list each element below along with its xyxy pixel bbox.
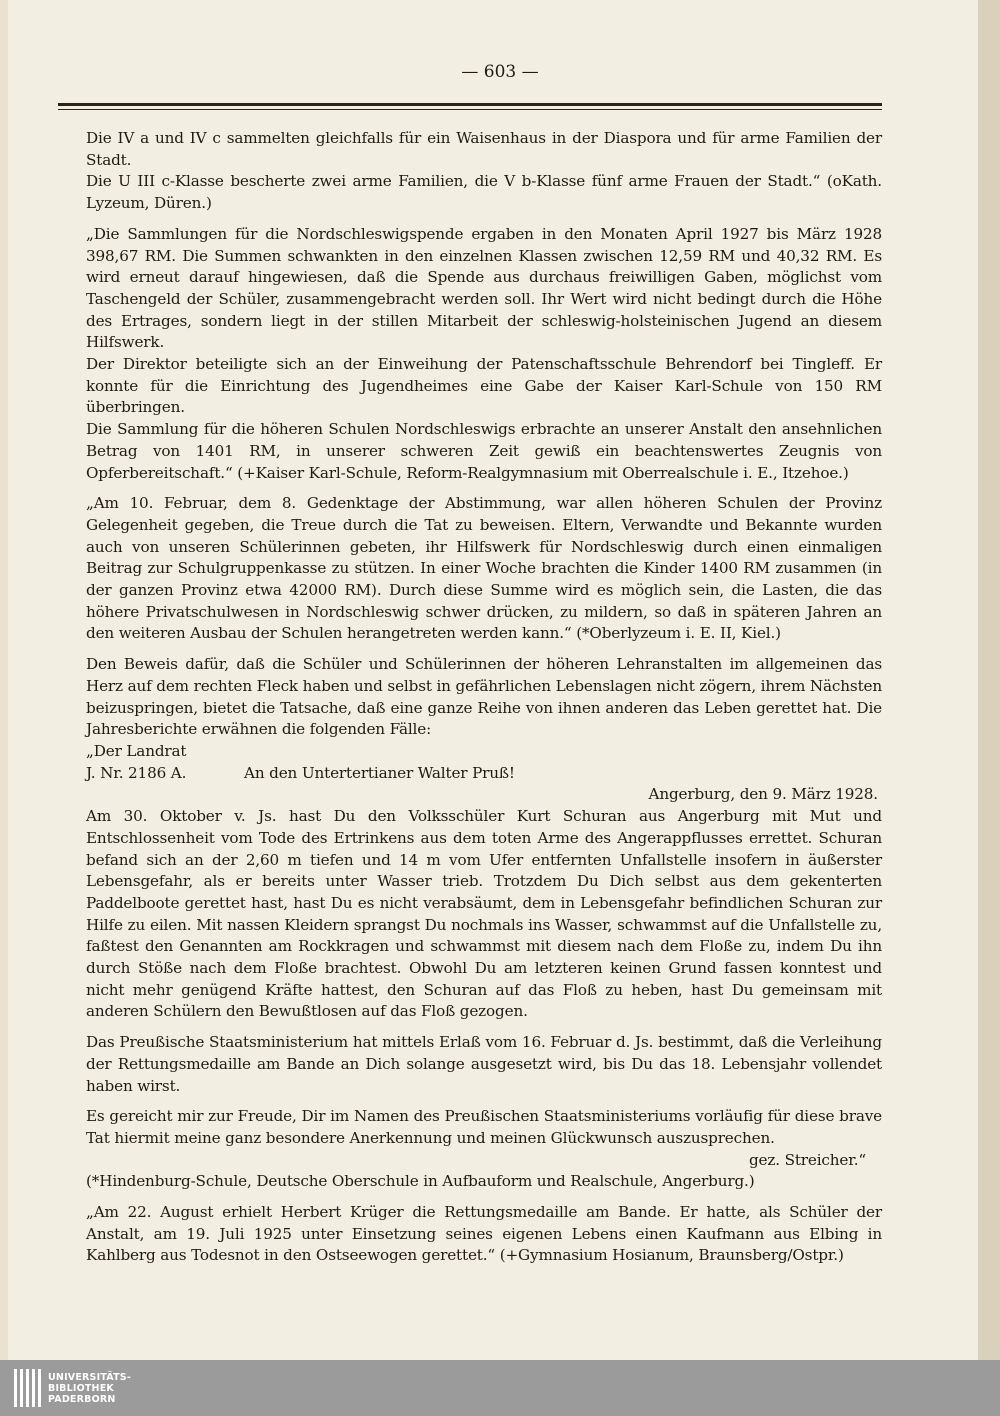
paragraph: „Die Sammlungen für die Nordschleswigspende ergaben in den Monaten April 1927 bis März 1928 398,67 RM. Die Summen schwankten in den einzelnen Klassen zwischen 12,59 RM und 40,32 RM. Es wird erneut darauf hingewiesen, daß die Spende aus durchaus freiwilligen Gaben, möglichst vom Taschengeld der Schüler, zusammengebracht werden soll. Ihr Wert wird nicht bedingt durch die Höhe des Ertrages, sondern liegt in der stillen Mitarbeit der schleswig-holsteinischen Jugend an diesem Hilfswerk. <box>86 224 882 352</box>
letter-addressee: An den Untertertianer Walter Pruß! <box>244 763 515 782</box>
paragraph: Die U III c-Klasse bescherte zwei arme Familien, die V b-Klasse fünf arme Frauen der Stadt.“ (oKath. Lyzeum, Düren.) <box>86 172 882 213</box>
library-logo-icon <box>14 1369 42 1407</box>
page-edge <box>978 0 1000 1360</box>
letter-signature: gez. Streicher.“ <box>748 1150 866 1169</box>
header-rule-thin <box>58 109 882 110</box>
letter-reference: J. Nr. 2186 A. <box>86 763 187 782</box>
letter-paragraph: Am 30. Oktober v. Js. hast Du den Volksschüler Kurt Schuran aus Angerburg mit Mut und Entschlossenheit vom Tode des Ertrinkens aus dem toten Arme des Angerappflusses errettet. Schuran befand sich an der 2,60 m tiefen und 14 m vom Ufer entfernten Unfallstelle insofern in äußerster Lebensgefahr, als er bereits unter Wasser trieb. Trotzdem Du Dich selbst aus dem gekenterten Paddelboote gerettet hast, hast Du es nicht verabsäumt, dem in Lebensgefahr befindlichen Schuran zur Hilfe zu eilen. Mit nassen Kleidern sprangst Du nochmals ins Wasser, schwammst auf die Unfallstelle zu, faßtest den Genannten am Rockkragen und schwammst mit diesem nach dem Floße zu, indem Du ihn durch Stöße nach dem Floße brachtest. Obwohl Du am letzteren keinen Grund fassen konntest und nicht mehr genügend Kräfte hattest, den Schuran auf das Floß zu heben, hast Du gemeinsam mit anderen Schülern den Bewußtlosen auf das Floß gezogen. <box>86 807 882 1021</box>
document-body <box>86 128 882 1267</box>
page-number: — 603 — <box>461 62 539 82</box>
letter-header-row <box>86 763 882 785</box>
paragraph: Die IV a und IV c sammelten gleichfalls für ein Waisenhaus in der Diaspora und für arme Familien der Stadt. <box>86 129 882 169</box>
footer-strip <box>0 1360 1000 1416</box>
header-rule-thick <box>58 103 882 106</box>
paragraph: Den Beweis dafür, daß die Schüler und Schülerinnen der höheren Lehranstalten im allgemeinen das Herz auf dem rechten Fleck haben und selbst in gefährlichen Lebenslagen nicht zögern, ihrem Nächsten beizuspringen, bietet die Tatsache, daß eine ganze Reihe von ihnen anderen das Leben gerettet hat. Die Jahresberichte erwähnen die folgenden Fälle: <box>86 655 882 739</box>
library-logo-text: UNIVERSITÄTS- BIBLIOTHEK PADERBORN <box>48 1371 131 1405</box>
paragraph: „Am 22. August erhielt Herbert Krüger die Rettungsmedaille am Bande. Er hatte, als Schüler der Anstalt, am 19. Juli 1925 unter Einsetzung seines eigenen Lebens einen Kaufmann aus Elbing in Kahlberg aus Todesnot in den Ostseewogen gerettet.“ (+Gymnasium Hosianum, Braunsberg/Ostpr.) <box>86 1203 882 1265</box>
letter-place-date: Angerburg, den 9. März 1928. <box>648 785 878 804</box>
paragraph: „Am 10. Februar, dem 8. Gedenktage der Abstimmung, war allen höheren Schulen der Provinz Gelegenheit gegeben, die Treue durch die Tat zu beweisen. Eltern, Verwandte und Bekannte wurden auch von unseren Schülerinnen gebeten, ihr Hilfswerk für Nordschleswig durch einen einmaligen Beitrag zur Schulgruppenkasse zu stützen. In einer Woche brachten die Kinder 1400 RM zusammen (in der ganzen Provinz etwa 42000 RM). Durch diese Summe wird es möglich sein, die Lasten, die das höhere Privatschulwesen in Nordschleswig schwer drücken, zu mildern, so daß in späteren Jahren an den weiteren Ausbau der Schulen herangetreten werden kann.“ (*Oberlyzeum i. E. II, Kiel.) <box>86 494 882 643</box>
paragraph: Der Direktor beteiligte sich an der Einweihung der Patenschaftsschule Behrendorf bei Tingleff. Er konnte für die Einrichtung des Jugendheimes eine Gabe der Kaiser Karl-Schule von 150 RM überbringen. <box>86 355 882 417</box>
letter-source: (*Hindenburg-Schule, Deutsche Oberschule in Aufbauform und Realschule, Angerburg.) <box>86 1172 755 1191</box>
paragraph: Die Sammlung für die höheren Schulen Nordschleswigs erbrachte an unserer Anstalt den ansehnlichen Betrag von 1401 RM, in unserer schweren Zeit gewiß ein beachtenswertes Zeugnis von Opferbereitschaft.“ (+Kaiser Karl-Schule, Reform-Realgymnasium mit Oberrealschule i. E., Itzehoe.) <box>86 420 882 482</box>
letter-paragraph: Es gereicht mir zur Freude, Dir im Namen des Preußischen Staatsministeriums vorläufig für diese brave Tat hiermit meine ganz besondere Anerkennung und meinen Glückwunsch auszusprechen. <box>86 1107 882 1147</box>
letter-opening: „Der Landrat <box>86 741 187 760</box>
library-logo <box>14 1368 131 1408</box>
letter-paragraph: Das Preußische Staatsministerium hat mittels Erlaß vom 16. Februar d. Js. bestimmt, daß die Verleihung der Rettungsmedaille am Bande an Dich solange ausgesetzt wird, bis Du das 18. Lebensjahr vollendet haben wirst. <box>86 1033 882 1095</box>
